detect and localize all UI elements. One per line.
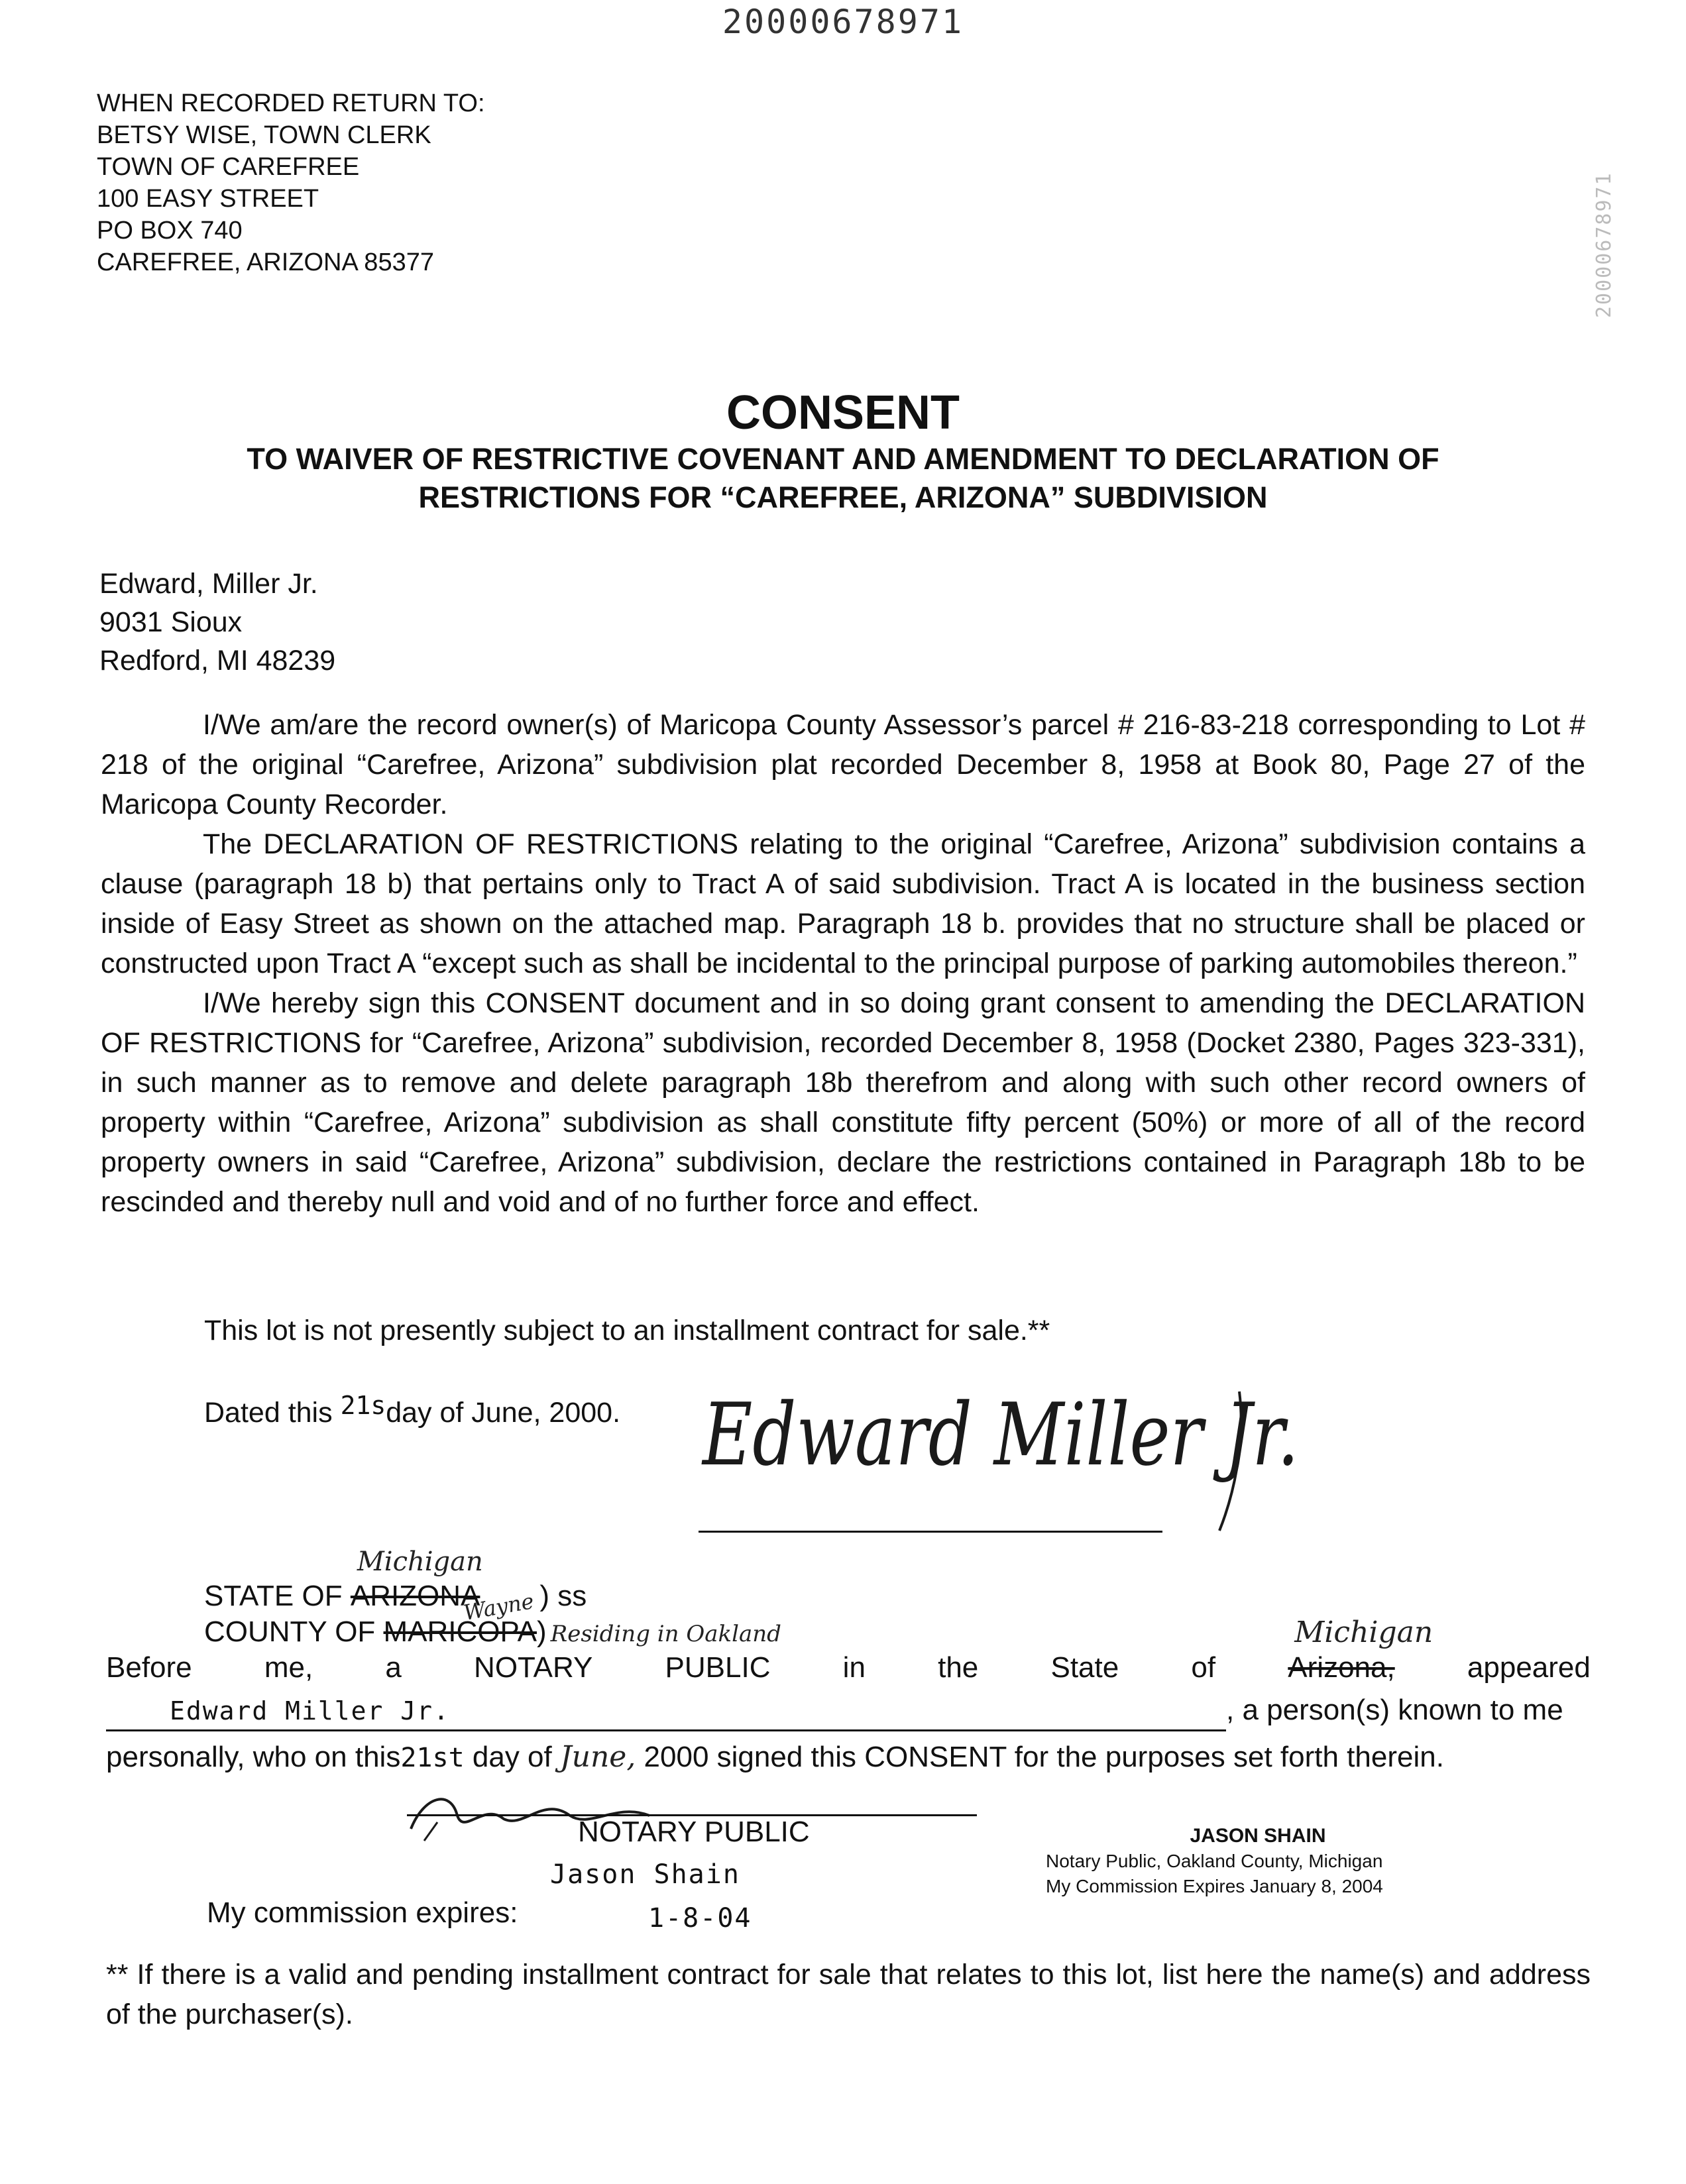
- return-line: WHEN RECORDED RETURN TO:: [97, 89, 485, 117]
- commission-value: 1-8-04: [648, 1903, 752, 1934]
- residing-handwritten: Residing in Oakland: [550, 1621, 781, 1647]
- dated-prefix: Dated this: [204, 1397, 341, 1429]
- commission-label: My commission expires:: [207, 1896, 518, 1929]
- return-line: CAREFREE, ARIZONA 85377: [97, 248, 434, 276]
- state-struck-2: Arizona,: [1288, 1651, 1395, 1684]
- owner-city: Redford, MI 48239: [99, 645, 336, 677]
- date-handwritten: 21st: [400, 1743, 465, 1773]
- appeared-word: appeared: [1467, 1651, 1591, 1684]
- document-subtitle: [133, 440, 1553, 517]
- before-word: me,: [264, 1651, 313, 1684]
- notary-name: Jason Shain: [550, 1859, 740, 1890]
- subtitle-line: TO WAIVER OF RESTRICTIVE COVENANT AND AMENDMENT TO DECLARATION OF: [247, 442, 1439, 476]
- before-word: NOTARY: [474, 1651, 593, 1684]
- owner-signature-line: [699, 1531, 1162, 1533]
- document-title: CONSENT: [726, 386, 960, 439]
- before-word: PUBLIC: [665, 1651, 771, 1684]
- before-word: a: [385, 1651, 402, 1684]
- lot-statement: This lot is not presently subject to an installment contract for sale.**: [204, 1315, 1050, 1346]
- county-label: COUNTY OF: [204, 1615, 384, 1648]
- before-word: in: [842, 1651, 866, 1684]
- state-label: STATE OF: [204, 1580, 351, 1612]
- dated-suffix: day of June, 2000.: [386, 1397, 621, 1429]
- footnote: ** If there is a valid and pending installment contract for sale that relates to this lot, list here the name(s) and address of the purchaser(s).: [106, 1959, 1591, 2030]
- personally-prefix: personally, who on this: [106, 1741, 401, 1773]
- before-word: Before: [106, 1651, 192, 1684]
- personally-paragraph: [106, 1739, 1591, 1776]
- return-line: PO BOX 740: [97, 217, 243, 245]
- stamp-line: My Commission Expires January 8, 2004: [1046, 1876, 1383, 1896]
- return-line: TOWN OF CAREFREE: [97, 153, 360, 181]
- county-close: ): [536, 1615, 547, 1648]
- subtitle-line: RESTRICTIONS FOR “CAREFREE, ARIZONA” SUBDIVISION: [418, 480, 1268, 514]
- notary-public-label: NOTARY PUBLIC: [578, 1816, 810, 1848]
- body-paragraph: I/We hereby sign this CONSENT document and in so doing grant consent to amending the DECLARATION OF RESTRICTIONS for “Carefree, Arizona” subdivision, recorded December 8, 1958 (Docket 2380, Pages 323-331), in such manner as to remove and delete paragraph 18b therefrom and along with such other record owners of property within “Carefree, Arizona” subdivision as shall constitute fifty percent (50%) or more of all of the record property owners in said “Carefree, Arizona” subdivision, declare the restrictions contained in Paragraph 18b to be rescinded and thereby null and void and of no further force and effect.: [101, 987, 1585, 1218]
- state-ss: ) ss: [539, 1580, 587, 1612]
- state-struck: ARIZONA: [350, 1580, 480, 1612]
- person-name: Edward Miller Jr.: [170, 1696, 450, 1725]
- owner-address: [99, 565, 335, 680]
- owner-name: Edward, Miller Jr.: [99, 568, 318, 600]
- before-word: the: [938, 1651, 979, 1684]
- body-paragraph: I/We am/are the record owner(s) of Maricopa County Assessor’s parcel # 216-83-218 corresponding to Lot # 218 of the original “Carefree, Arizona” subdivision plat recorded December 8, 1958 at Book 80, Page 27 of the Maricopa County Recorder.: [101, 709, 1585, 820]
- stamp-line: Notary Public, Oakland County, Michigan: [1046, 1851, 1383, 1871]
- consent-body: [101, 705, 1585, 1222]
- return-line: BETSY WISE, TOWN CLERK: [97, 121, 431, 149]
- state-handwritten: Michigan: [357, 1547, 483, 1577]
- county-handwritten: Wayne: [461, 1588, 535, 1625]
- person-name-line: [106, 1729, 1226, 1731]
- before-word: State: [1050, 1651, 1119, 1684]
- personally-mid: day of: [464, 1741, 560, 1773]
- before-word: of: [1191, 1651, 1216, 1684]
- stamp-name: JASON SHAIN: [1190, 1825, 1326, 1847]
- body-paragraph: The DECLARATION OF RESTRICTIONS relating to the original “Carefree, Arizona” subdivision contains a clause (paragraph 18 b) that pertains only to Tract A of said subdivision. Tract A is located in the business section inside of Easy Street as shown on the attached map. Paragraph 18 b. provides that no structure shall be placed or constructed upon Tract A “except such as shall be incidental to the principal purpose of parking automobiles thereon.”: [101, 828, 1585, 979]
- side-recording-stamp: [1591, 106, 1630, 325]
- side-stamp-text: 20000678971: [1593, 172, 1616, 318]
- person-name-row: [106, 1694, 1591, 1727]
- document-number: 20000678971: [722, 3, 964, 41]
- county-struck: MARICOPA: [383, 1615, 537, 1648]
- return-line: 100 EASY STREET: [97, 185, 319, 213]
- return-address-block: [97, 87, 485, 278]
- state-handwritten-2: Michigan: [1294, 1615, 1433, 1649]
- known-to-me: , a person(s) known to me: [1226, 1694, 1563, 1726]
- dated-day: 21s: [340, 1391, 386, 1420]
- personally-suffix: 2000 signed this CONSENT for the purposes set forth therein.: [636, 1741, 1444, 1773]
- owner-signature: [689, 1365, 1325, 1544]
- owner-signature-text: Edward Miller Jr.: [701, 1384, 1299, 1485]
- month-handwritten: June,: [559, 1740, 636, 1774]
- dated-line: [204, 1391, 621, 1429]
- owner-street: 9031 Sioux: [99, 606, 243, 638]
- notary-stamp: [1046, 1824, 1470, 1899]
